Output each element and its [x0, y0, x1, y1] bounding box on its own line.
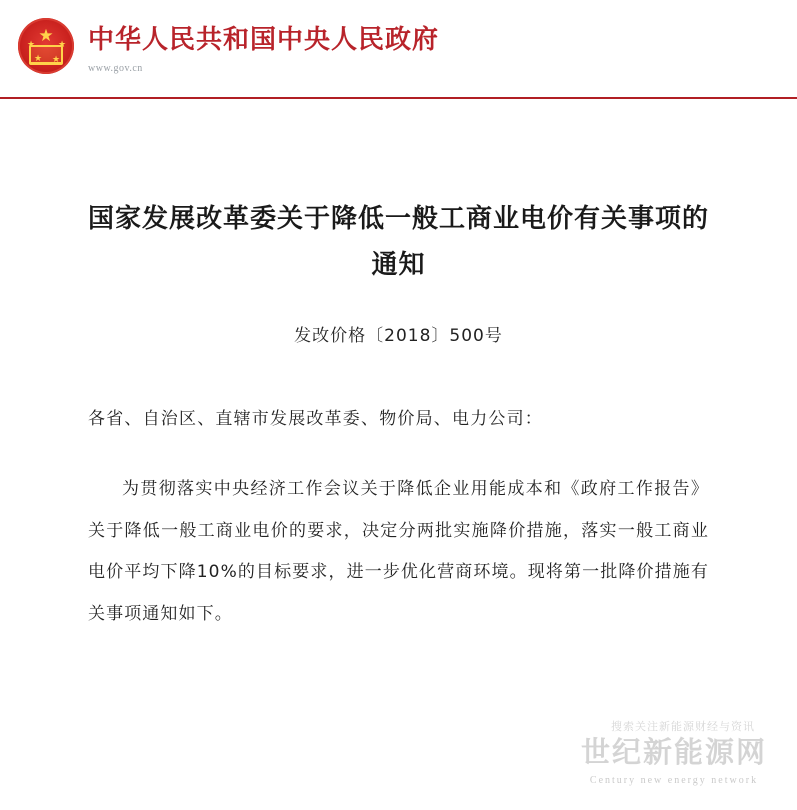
- site-title-en: www.gov.cn: [88, 62, 143, 74]
- watermark-brand: [581, 730, 767, 786]
- watermark-small-text: 搜索关注新能源财经与资讯: [611, 720, 755, 733]
- emblem-star-4: ★: [52, 54, 61, 64]
- document-number: 发改价格〔2018〕500号: [294, 326, 503, 346]
- site-header-inner: [0, 0, 797, 74]
- document-body: [0, 197, 797, 636]
- watermark-brand-cn: 世纪新能源网: [580, 735, 767, 769]
- emblem-star-2: ★: [58, 39, 67, 49]
- emblem-star-main: ★: [38, 26, 54, 45]
- document-salutation: 各省、自治区、直辖市发展改革委、物价局、电力公司：: [88, 409, 543, 429]
- watermark-brand-en: Century new energy network: [589, 775, 759, 786]
- emblem-gate-shape: [29, 45, 63, 65]
- page-title: 国家发展改革委关于降低一般工商业电价有关事项的通知: [88, 204, 710, 280]
- site-title-cn: 中华人民共和国中央人民政府: [88, 24, 440, 55]
- emblem-star-3: ★: [34, 53, 43, 63]
- emblem-star-1: ★: [27, 39, 36, 49]
- document-paragraph-1: 为贯彻落实中央经济工作会议关于降低企业用能成本和《政府工作报告》关于降低一般工商业电价的要求，决定分两批实施降价措施，落实一般工商业电价平均下降10%的目标要求，进一步优化营商环境。现将第一批降价措施有关事项通知如下。: [88, 479, 709, 624]
- site-title-group: [88, 19, 439, 74]
- national-emblem-icon: [18, 18, 74, 74]
- site-header: [0, 0, 797, 99]
